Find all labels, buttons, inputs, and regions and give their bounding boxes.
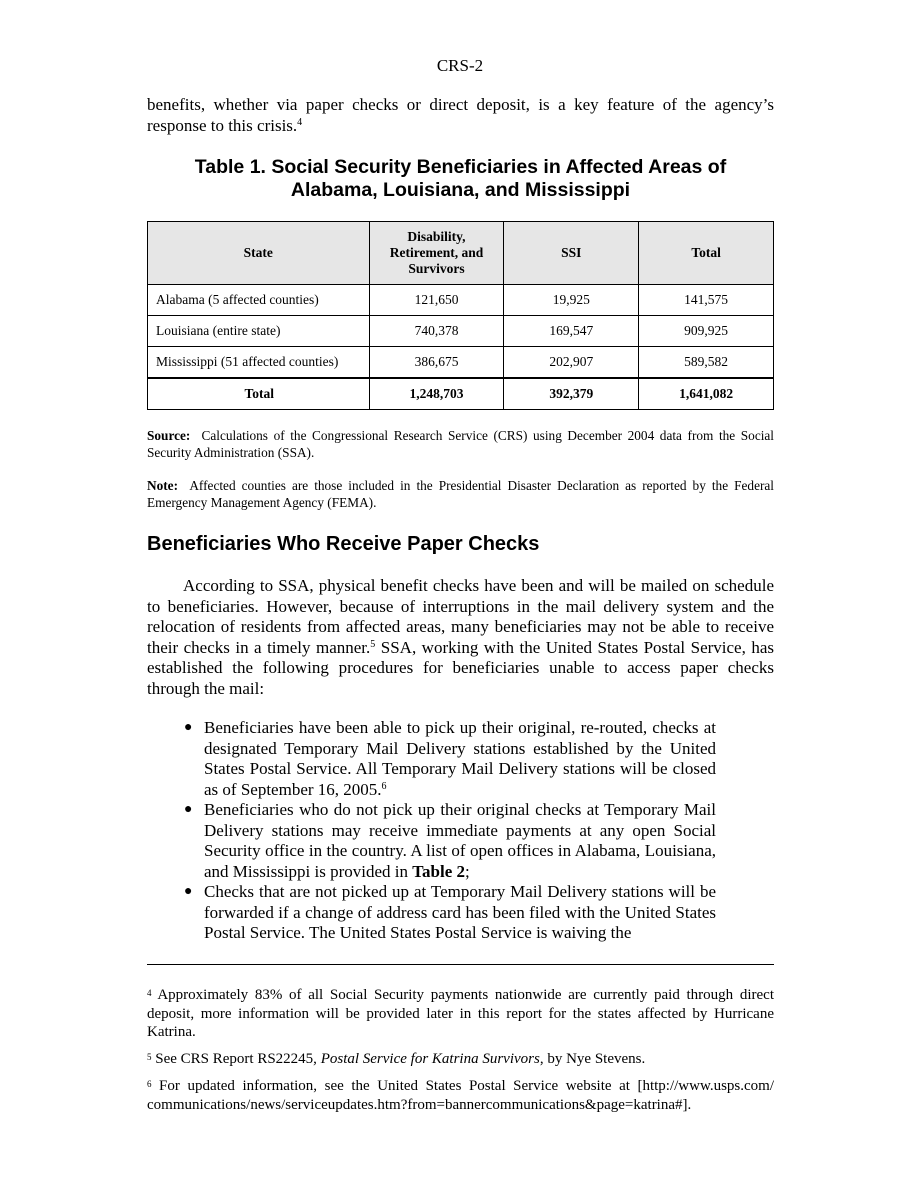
report-title: Postal Service for Katrina Survivors <box>320 1051 540 1067</box>
table-total-row <box>148 378 774 410</box>
source-text: Calculations of the Congressional Research Service (CRS) using December 2004 data from the Social Security Administration (SSA). <box>147 428 775 460</box>
note-text: Affected counties are those included in the Presidential Disaster Declaration as reported by the Federal Emergency Management Agency (FEMA). <box>147 478 774 510</box>
intro-paragraph <box>147 95 774 136</box>
cell-total-drs: 1,248,703 <box>369 378 504 410</box>
table-row <box>148 316 774 347</box>
note-label: Note: <box>147 478 179 493</box>
footnote-ref-5[interactable]: 5 <box>370 638 376 650</box>
cell-state: Alabama (5 affected counties) <box>148 285 370 316</box>
col-header-state: State <box>148 222 370 285</box>
list-item <box>184 718 716 800</box>
table-title-line2: Alabama, Louisiana, and Mississippi <box>290 179 631 201</box>
cell-drs: 121,650 <box>369 285 504 316</box>
section-heading: Beneficiaries Who Receive Paper Checks <box>147 533 540 555</box>
footnote-text: For updated information, see the United States Postal Service website at [http://www.usps.com/ communications/news/serviceupdates.htm?from=bannercommunications&page=katrina#]. <box>147 1078 774 1113</box>
bullet-text: Beneficiaries who do not pick up their original checks at Temporary Mail Delivery stations may receive immediate payments at any open Social Security office in the country. A list of open offices in Alabama, Louisiana, and Mississippi is provided in <box>204 800 716 881</box>
table-row <box>148 347 774 379</box>
footnote-5 <box>147 1050 774 1069</box>
section-paragraph <box>147 576 774 699</box>
cell-drs: 740,378 <box>369 316 504 347</box>
table-header-row <box>148 222 774 285</box>
cell-total-total: 1,641,082 <box>639 378 774 410</box>
footnote-text: Approximately 83% of all Social Security payments nationwide are currently paid through direct deposit, more information will be provided later in this report for the states affected by Hurricane Katrina. <box>147 987 774 1040</box>
table-title <box>147 156 774 202</box>
table-row <box>148 285 774 316</box>
paragraph-text-part1: According to SSA, physical benefit checks have been and will be mailed on schedule to beneficiaries. However, because of interruptions in the mail delivery system and the relocation of residents from affected areas, many beneficiaries may not be able to receive their checks in a timely manner. <box>147 576 774 657</box>
bullet-dot-icon: ● <box>184 884 193 899</box>
bullet-list <box>147 718 774 944</box>
footnote-text: See CRS Report RS22245, <box>151 1051 321 1067</box>
cell-state: Louisiana (entire state) <box>148 316 370 347</box>
col-header-total: Total <box>639 222 774 285</box>
footnote-divider <box>147 964 774 965</box>
beneficiaries-table <box>147 221 774 410</box>
table-title-line1: Table 1. Social Security Beneficiaries in Affected Areas of <box>194 156 727 178</box>
bullet-dot-icon: ● <box>184 802 193 817</box>
bullet-text-end: ; <box>465 861 470 881</box>
cell-ssi: 169,547 <box>504 316 639 347</box>
cell-total-label: Total <box>148 378 370 410</box>
footnote-6 <box>147 1077 774 1114</box>
paragraph-text-part2: SSA, working with the United States Postal Service, has established the following procedures for beneficiaries unable to access paper checks through the mail: <box>147 637 774 698</box>
cell-drs: 386,675 <box>369 347 504 379</box>
table-note <box>147 478 774 511</box>
cell-ssi: 202,907 <box>504 347 639 379</box>
cell-total: 589,582 <box>639 347 774 379</box>
footnote-4 <box>147 986 774 1042</box>
footnote-mark: 4 <box>147 988 152 998</box>
cell-total: 141,575 <box>639 285 774 316</box>
cell-state: Mississippi (51 affected counties) <box>148 347 370 379</box>
col-header-ssi: SSI <box>504 222 639 285</box>
footnote-ref-4[interactable]: 4 <box>297 116 303 128</box>
bullet-dot-icon: ● <box>184 720 193 735</box>
footnote-ref-6[interactable]: 6 <box>381 780 387 792</box>
cell-ssi: 19,925 <box>504 285 639 316</box>
intro-text: benefits, whether via paper checks or direct deposit, is a key feature of the agency’s response to this crisis. <box>147 95 774 135</box>
page-number: CRS-2 <box>436 56 484 75</box>
footnote-mark: 5 <box>147 1052 152 1062</box>
col-header-drs: Disability, Retirement, and Survivors <box>369 222 504 285</box>
bullet-text: Checks that are not picked up at Temporary Mail Delivery stations will be forwarded if a change of address card has been filed with the United States Postal Service. The United States Postal Service is waiving the <box>204 882 716 942</box>
footnote-mark: 6 <box>147 1079 152 1089</box>
cell-total-ssi: 392,379 <box>504 378 639 410</box>
table-source <box>147 428 774 461</box>
list-item <box>184 882 716 944</box>
table-2-reference: Table 2 <box>412 861 466 881</box>
footnote-text-end: , by Nye Stevens. <box>539 1051 646 1067</box>
cell-total: 909,925 <box>639 316 774 347</box>
source-label: Source: <box>147 428 191 443</box>
bullet-text: Beneficiaries have been able to pick up their original, re-routed, checks at designated Temporary Mail Delivery stations established by the United States Postal Service. All Temporary Mail Delivery stations will be closed as of September 16, 2005. <box>204 718 716 799</box>
list-item <box>184 800 716 882</box>
